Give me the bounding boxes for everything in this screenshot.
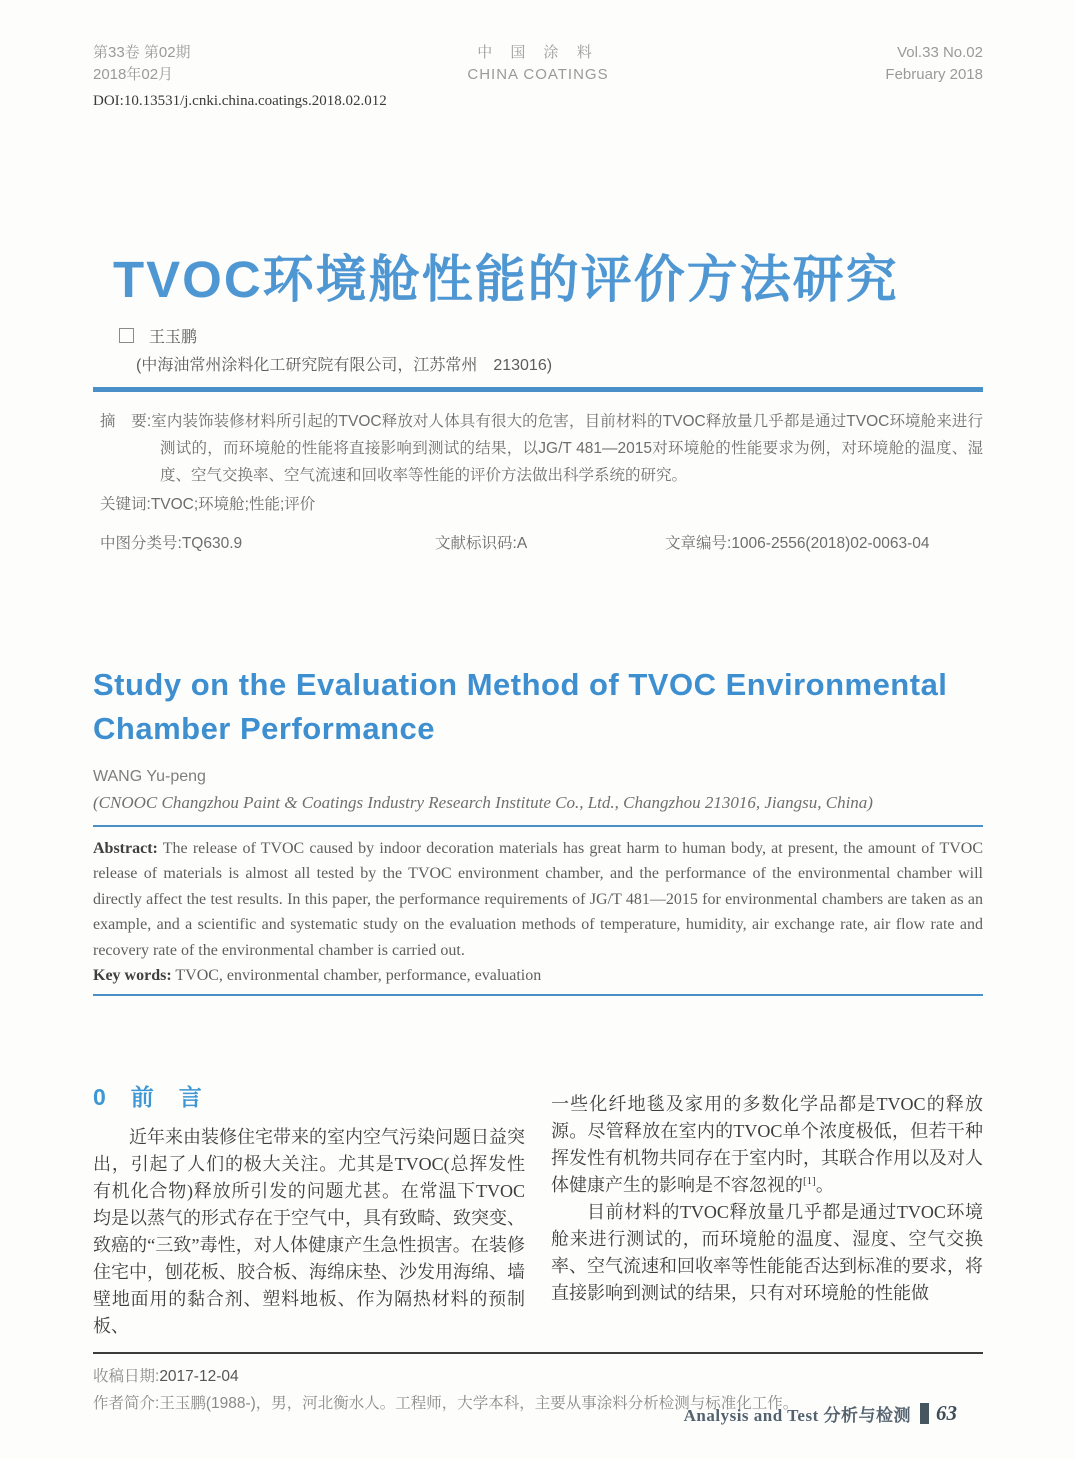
reference-mark: [1] — [803, 1174, 816, 1187]
author-row — [93, 324, 983, 347]
volume-issue-cn: 第33卷 第02期 — [93, 44, 191, 61]
abstract-cn-label: 摘 要: — [100, 412, 152, 430]
column-name: Analysis and Test 分析与检测 — [683, 1406, 911, 1425]
author-bio-label: 作者简介: — [93, 1394, 160, 1412]
divider-rule-top — [93, 387, 983, 392]
page-footer — [684, 1401, 957, 1426]
keywords-en — [93, 963, 983, 989]
abstract-en — [93, 836, 983, 964]
body-paragraph-right-2: 目前材料的TVOC释放量几乎都是通过TVOC环境舱来进行测试的，而环境舱的温度、湿度、空气交换率、空气流速和回收率等性能能否达到标准的要求，将直接影响到测试的结果，只有对环境舱的性能做 — [551, 1201, 983, 1303]
clc-value: TQ630.9 — [181, 534, 243, 552]
received-date-label: 收稿日期: — [93, 1367, 160, 1385]
journal-name-en: CHINA COATINGS — [467, 65, 609, 83]
body-paragraph-right-1-tail: 。 — [815, 1174, 834, 1195]
article-title-en-line2: Chamber Performance — [93, 710, 436, 746]
article-id-value: 1006-2556(2018)02-0063-04 — [731, 534, 930, 552]
affiliation-cn: (中海油常州涂料化工研究院有限公司，江苏常州 213016) — [136, 356, 553, 374]
abstract-en-text: The release of TVOC caused by indoor decoration materials has great harm to human body, at present, the amount of TVOC release of materials is almost all tested by the TVOC environment chamber, and the performance of the environmental chamber will directly affect the test results. In this paper, the performance requirements of JG/T 481—2015 for environmental chambers are taken as an example, and a scientific and systematic study on the evaluation methods of temperature, humidity, air exchange rate, air flow rate and recovery rate of the environmental chamber is carried out. — [93, 839, 983, 959]
classification-row — [93, 531, 983, 553]
section-0 — [93, 1083, 983, 1340]
author-name-en: WANG Yu-peng — [93, 767, 206, 785]
keywords-en-label: Key words: — [93, 967, 172, 985]
body-column-left — [93, 1083, 525, 1340]
clc-number — [93, 531, 435, 553]
body-paragraph-left: 近年来由装修住宅带来的室内空气污染问题日益突出，引起了人们的极大关注。尤其是TVOC(总挥发性有机化合物)释放所引发的问题尤甚。在常温下TVOC均是以蒸气的形式存在于空气中，具有致畸、致突变、致癌的“三致”毒性，对人体健康产生急性损害。在装修住宅中，刨花板、胶合板、海绵床垫、沙发用海绵、墙壁地面用的黏合剂、塑料地板、作为隔热材料的预制板、 — [93, 1126, 525, 1336]
doi: DOI:10.13531/j.cnki.china.coatings.2018.02.012 — [93, 92, 387, 109]
author-marker-icon — [119, 328, 134, 343]
document-code — [435, 531, 665, 553]
keywords-en-text: TVOC, environmental chamber, performance, evaluation — [171, 967, 542, 985]
doc-code-value: A — [516, 534, 528, 552]
header-center — [467, 42, 608, 86]
page-content — [93, 0, 983, 1417]
keywords-cn-text: TVOC;环境舱;性能;评价 — [150, 495, 316, 513]
article-id — [665, 531, 983, 553]
abstract-cn-text: 室内装饰装修材料所引起的TVOC释放对人体具有很大的危害，目前材料的TVOC释放量几乎都是通过TVOC环境舱来进行测试的，而环境舱的性能将直接影响到测试的结果，以JG/T 481—2015对环境舱的性能要求为例，对环境舱的温度、湿度、空气交换率、空气流速和回收率等性能的评价方法做出科学系统的研究。 — [151, 412, 983, 484]
article-id-label: 文章编号: — [665, 534, 732, 552]
date-cn: 2018年02月 — [93, 65, 174, 83]
section-heading: 0 前 言 — [93, 1083, 203, 1110]
divider-rule-bottom — [93, 994, 983, 996]
body-column-right — [551, 1083, 983, 1340]
journal-header — [93, 0, 983, 86]
article-title-cn: TVOC环境舱性能的评价方法研究 — [113, 250, 899, 308]
page-number-bar-icon — [920, 1403, 929, 1424]
keywords-cn — [93, 491, 983, 518]
article-title-en — [93, 663, 983, 751]
author-name-cn: 王玉鹏 — [149, 328, 198, 346]
abstract-cn — [93, 408, 983, 489]
body-paragraph-right-1 — [551, 1091, 983, 1199]
keywords-cn-label: 关键词: — [100, 495, 151, 513]
volume-issue-en: Vol.33 No.02 — [897, 44, 983, 61]
doc-code-label: 文献标识码: — [435, 534, 517, 552]
received-date-value: 2017-12-04 — [159, 1367, 239, 1385]
body-paragraph-right-1-text: 一些化纤地毯及家用的多数化学品都是TVOC的释放源。尽管释放在室内的TVOC单个浓度极低，但若干种挥发性有机物共同存在于室内时，其联合作用以及对人体健康产生的影响是不容忽视的 — [551, 1093, 983, 1195]
affiliation-en: (CNOOC Changzhou Paint & Coatings Industry Research Institute Co., Ltd., Changzhou 213016, Jiangsu, China) — [93, 792, 873, 812]
journal-name-cn: 中 国 涂 料 — [477, 44, 599, 61]
page-number: 63 — [936, 1401, 957, 1425]
header-right — [885, 42, 983, 86]
clc-label: 中图分类号: — [100, 534, 182, 552]
abstract-en-label: Abstract: — [93, 839, 158, 857]
divider-rule-mid — [93, 825, 983, 827]
received-date — [93, 1363, 983, 1390]
author-bio-value: 王玉鹏(1988-)，男，河北衡水人。工程师，大学本科，主要从事涂料分析检测与标准化工作。 — [159, 1394, 799, 1412]
header-left — [93, 42, 191, 86]
article-title-en-line1: Study on the Evaluation Method of TVOC Environmental — [93, 666, 948, 702]
date-en: February 2018 — [885, 65, 983, 83]
